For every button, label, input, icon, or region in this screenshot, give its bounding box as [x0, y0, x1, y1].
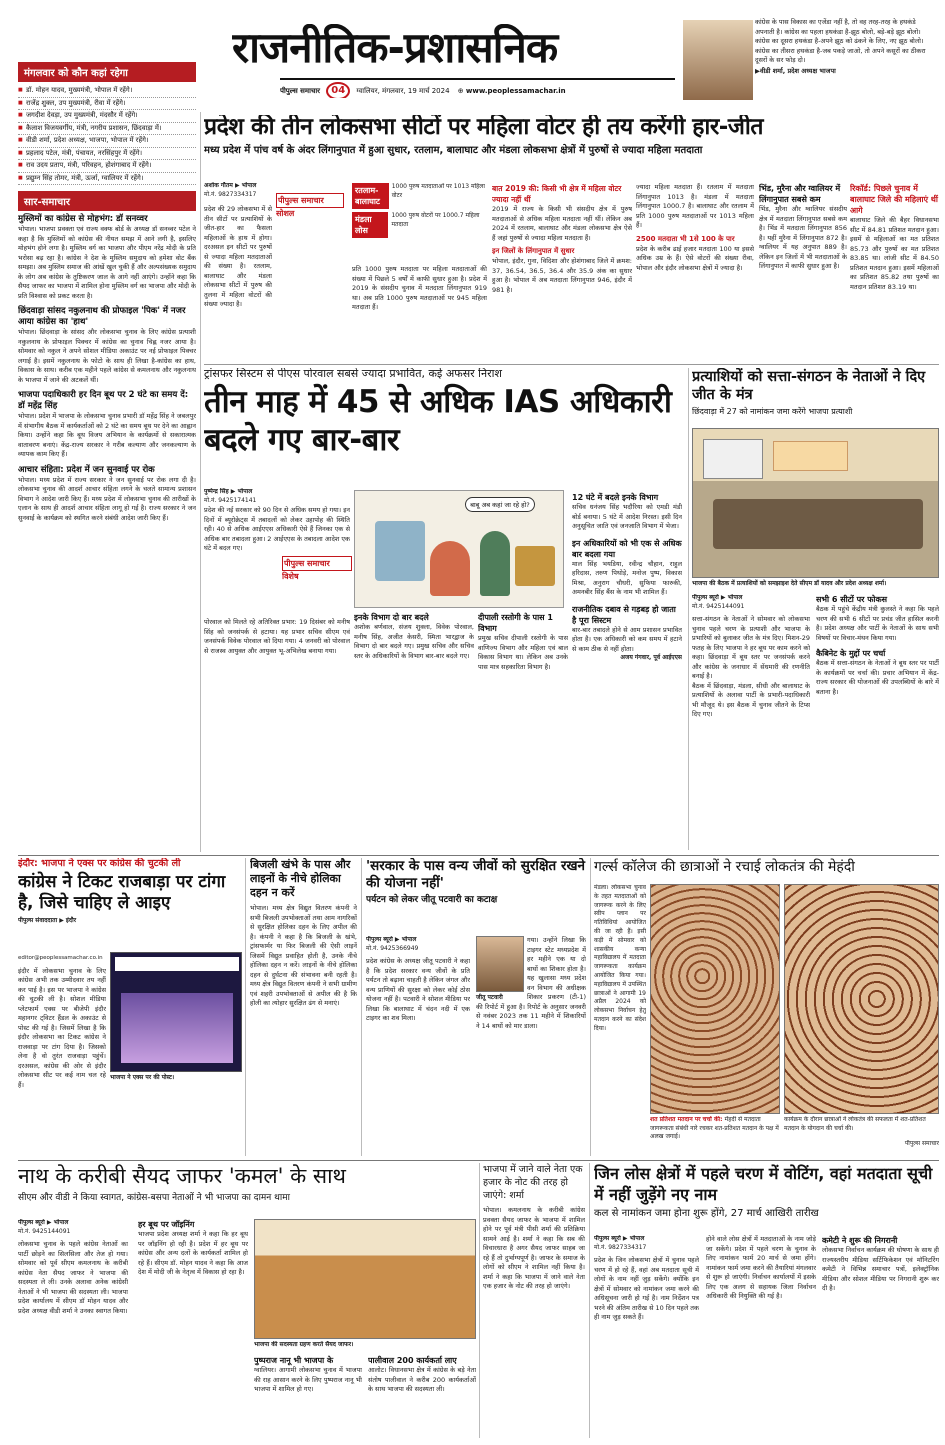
voting-sub1-text: लोकसभा निर्वाचन कार्यक्रम की घोषणा के साथ ही राज्यस्तरीय मीडिया सर्टिफिकेशन एवं मॉनिटरिंग कमेटी ने विभिन्न समाचार पत्रों, इलेक्ट्रॉनिक मीडिया और सोशल मीडिया पर निगरानी शुरू कर दी है।: [822, 1246, 939, 1292]
candidates-byline: पीपुल्स ब्यूरो ▶ भोपाल: [692, 594, 743, 601]
candidates-sub1: सभी 6 सीटों पर फोकस: [816, 595, 888, 604]
indore-paragraph: इंदौर में लोकसभा चुनाव के लिए कांग्रेस अभी तक उम्मीदवार तय नहीं कर पाई है। इस पर भाजपा ने कांग्रेस की चुटकी ली है। सोशल मीडिया प्लेटफार्म एक्स पर बीजेपी इंदौर महानगर ट्विटर हैंडल के अकाउंट से पोस्ट की गई है। जिसमें लिखा है कि इंदौर लोकसभा का टिकट कांग्रेस ने राजवाड़ा पर टांग दिया है। जिसको लेना है वो तुरंत राजवाड़ा पहुंचें। दरअसल, कांग्रेस की ओर से इंदौर लोकसभा सीट पर कई नाम चल रहे हैं।: [18, 966, 106, 1089]
ias-mobile: मो.नं. 9425174141: [204, 496, 257, 504]
short-news-heading-text: छिंदवाड़ा सांसद नकुलनाथ की प्रोफाइल 'पिक' में नजर आया कांग्रेस का 'हाथ': [18, 306, 186, 327]
sharma-story: [483, 1163, 585, 1438]
website-link[interactable]: www.peoplessamachar.in: [465, 87, 566, 95]
lead-col5-heading: भिंड, मुरैना और ग्वालियर में लिंगानुपात सबसे कम: [759, 184, 841, 204]
indore-headline: कांग्रेस ने टिकट राजबाड़ा पर टांगा है, जिसे चाहिए ले आइए: [18, 872, 226, 913]
who-where-item: ■ राजेंद्र शुक्ल, उप मुख्यमंत्री, रीवा में रहेंगे।: [18, 98, 196, 111]
section-label-2: सोशल: [276, 209, 295, 218]
vd-sharma-photo: [683, 20, 753, 100]
quote-attribution: वीडी शर्मा, प्रदेश अध्यक्ष भाजपा: [760, 66, 836, 75]
ias-quote-by: अजय गंगवार, पूर्व आईएएस: [620, 654, 682, 661]
lead-col3: 2019 में राज्य के किसी भी संसदीय क्षेत्र में पुरुष मतदाताओं से अधिक महिला मतदाता नहीं थीं। लेकिन अब 2024 में रतलाम, बालाघाट और मंडला लोकसभा क्षेत्र ऐसे हैं जहां पुरुषों से ज्यादा महिला मतदाता हैं।: [492, 205, 632, 242]
short-news-text: भोपाल। छिंदवाड़ा के सांसद और लोकसभा चुनाव के लिए कांग्रेस प्रत्याशी नकुलनाथ के प्रोफाइल पिक्चर में कांग्रेस का चुनाव चिह्न नजर आया है। सोमवार को नकुल ने अपने सोशल मीडिया अकाउंट पर नई प्रोफाइल पिक्चर लगाई है। इसमें नकुलनाथ के फोटो के साथ ही लिखा है-कांग्रेस का हाथ, विकास के साथ। करीब एक महीने पहले कांग्रेस से कमलनाथ और नकुलनाथ के भाजपा में जाने की अटकलें थीं।: [18, 328, 196, 384]
saiyad-sub2-text: ग्वालियर। आगामी लोकसभा चुनाव में भाजपा की राह आसान करने के लिए पुष्पराज नानू भी भाजपा में शामिल हो गए।: [254, 1366, 362, 1393]
lead-col5: भिंड, मुरैना और ग्वालियर संसदीय क्षेत्र में मतदाता लिंगानुपात सबसे कम है। भिंड में मतदाता लिंगानुपात 856 है। यहीं मुरैना में लिंगानुपात 872 है। ग्वालियर में यह अनुपात 889 है। लेकिन इन जिलों में भी मतदाताओं के लिंगानुपात में काफी सुधार हुआ है।: [759, 205, 847, 270]
mehndi-photo-2: [784, 884, 939, 1114]
quote-text: कांग्रेस के पास विकास का एजेंडा नहीं है, तो वह तरह-तरह के हथकंडे अपनाती है। कांग्रेस का पहला हथकंडा है-झूठ बोलो, बड़े-बड़े झूठ बोलो। कांग्रेस का दूसरा हथकंडा है-अपने झूठ को ढंकने के लिए, नए झूठ बोलो। कांग्रेस का तीसरा हथकंडा है-जब पकड़े जाओ, तो अपने कसूरों का ठीकरा दूसरों के सर फोड़ दो।: [755, 18, 926, 65]
cartoon-speech: बाबू अब कहां जा रहे हो?: [465, 497, 535, 512]
short-news-item: [18, 306, 196, 385]
page-title: राजनीतिक-प्रशासनिक: [232, 24, 558, 72]
candidates-deck: छिंदवाड़ा में 27 को नामांकन जमा करेंगे भाजपा प्रत्याशी: [692, 407, 853, 416]
lead-col6: बालाघाट जिले की बैहर विधानसभा सीट में 84.81 प्रतिशत मतदान हुआ। इसमें से महिलाओं का मत प्रतिशत 85.73 और पुरुषों का मत प्रतिशत 83.85 था। लांजी सीट में 84.50 प्रतिशत मतदान हुआ। इसमें महिलाओं का प्रतिशत 85.82 तथा पुरुषों का मतदान प्रतिशत 83.19 था।: [850, 216, 939, 291]
short-news-item: [18, 390, 196, 460]
candidates-story: [692, 368, 939, 850]
candidates-sub1-text: बैठक में पहुंचे केंद्रीय मंत्री कुलस्ते ने कहा कि पहले चरण की सभी 6 सीटों पर प्रचंड जीत हासिल करनी है। प्रदेश अध्यक्ष और पार्टी के नेताओं के साथ सभी विषयों पर विचार-मंथन किया गया।: [816, 605, 939, 642]
who-where-item: ■ जगदीश देवड़ा, उप मुख्यमंत्री, मंदसौर में रहेंगे।: [18, 110, 196, 123]
ias-sub5: राजनीतिक दबाव से गड़बड़ हो जाता है पूरा सिस्टम: [572, 604, 676, 625]
ias-p1: प्रदेश की नई सरकार को 90 दिन से अधिक समय हो गया। इन दिनों में ब्यूरोक्रेट्स में तबादलों को लेकर उहापोह की स्थिति रही। 40 से अधिक आईएएस अधिकारी ऐसे हैं जिनका एक से अधिक बार तबादला हुआ। 2 आईएएस के तबादला आदेश एक घंटे में बदल गए।: [204, 506, 350, 552]
ias-label: पीपुल्स समाचार: [282, 556, 352, 571]
voting-deck: कल से नामांकन जमा होना शुरू होंगे, 27 मार्च आखिरी तारीख: [594, 1208, 819, 1219]
indore-byline: पीपुल्स संवाददाता ▶ इंदौर: [18, 917, 77, 924]
lead-col2: प्रति 1000 पुरुष मतदाता पर महिला मतदाताओं की संख्या में पिछले 5 वर्षों में काफी सुधार हुआ है। प्रदेश में 2019 के संसदीय चुनाव में मतदाता लिंगानुपात 919 था। अब प्रति 1000 पुरुष मतदाताओं पर 945 महिला मतदाता हैं।: [352, 265, 487, 311]
ias-sub3: 12 घंटे में बदले इनके विभाग: [572, 493, 659, 502]
saiyad-sub3-text: आलोट। विधानसभा क्षेत्र में कांग्रेस के बड़े नेता संतोष पालीवाल ने करीब 200 कार्यकर्ताओं के साथ भाजपा की सदस्यता ली।: [368, 1366, 476, 1393]
holika-paragraph: भोपाल। मध्य क्षेत्र विद्युत वितरण कंपनी ने सभी बिजली उपभोक्ताओं तथा आम नागरिकों से सुरक्षित होलिका दहन के लिए अपील की है। कंपनी ने कहा है कि बिजली के खंभे, ट्रांसफार्मर या फिर बिजली की ऐसी लाइनें जिसमें विद्युत प्रवाहित होती है, उनके नीचे होलिका दहन न करें। लाइनों के नीचे होलिका दहन से दुर्घटना की संभावना बनी रहती है। मध्य क्षेत्र विद्युत वितरण कंपनी ने सभी ग्रामीण एवं शहरी उपभोक्ताओं से अपील की है कि होली का त्योहार सुरक्षित ढंग से मनाएं।: [250, 904, 357, 1007]
holika-story: [250, 858, 357, 1158]
meeting-photo: [692, 428, 939, 578]
who-where-item: ■ प्रद्युम्न सिंह तोमर, मंत्री, ऊर्जा, ग्वालियर में रहेंगे।: [18, 173, 196, 186]
mehndi-caption-2: कार्यक्रम के दौरान छात्राओं ने लोकतंत्र की सफलता में शत-प्रतिशत मतदान के योगदान की चर्चा की।: [784, 1116, 926, 1132]
info-text-2: 1000 पुरुष वोटरों पर 1000.7 महिला मतदाता: [391, 212, 480, 228]
ias-label-2: विशेष: [282, 572, 299, 581]
lead-col4b: प्रदेश के करीब ढाई हजार मतदाता 100 या इससे अधिक उम्र के हैं। ऐसे वोटरों की संख्या रीवा, भोपाल और इंदौर लोकसभा क्षेत्रों में ज्यादा है।: [636, 244, 754, 272]
lead-col3b-heading: इन जिलों के लिंगानुपात में सुधार: [492, 247, 575, 255]
info-text-1: 1000 पुरुष मतदाताओं पर 1013 महिला वोटर: [391, 183, 485, 199]
saiyad-mobile: मो.नं. 9425144091: [18, 1227, 71, 1235]
lead-col1: प्रदेश की 29 लोकसभा में से तीन सीटों पर प्रत्याशियों के जीत-हार का फैसला महिलाओं के हाथ में होगा। दरअसल इन सीटों पर पुरुषों से ज्यादा महिला मतदाताओं की संख्या है। रतलाम, बालाघाट और मंडला लोकसभा सीटों में पुरुष की तुलना में महिला वोटरों की संख्या ज्यादा है।: [204, 205, 272, 308]
lead-story: [204, 115, 939, 363]
voting-mobile: मो.नं. 9827334317: [594, 1243, 647, 1251]
indore-post-image: [110, 952, 242, 1072]
lead-mobile: मो.नं. 9827334317: [204, 190, 257, 198]
patwari-photo: [476, 936, 524, 992]
saiyad-deck: सीएम और वीडी ने किया स्वागत, कांग्रेस-बसपा नेताओं ने भी भाजपा का दामन थामा: [18, 1193, 290, 1203]
lead-byline: अशोक गौतम ▶ भोपाल: [204, 182, 257, 189]
short-news-heading-text: आचार संहिता: प्रदेश में जन सुनवाई पर रोक: [18, 464, 155, 475]
saiyad-photo-caption: भाजपा की सदस्यता ग्रहण करते सैयद जाफर।: [254, 1341, 354, 1348]
wildlife-p2: गया। उन्होंने लिखा कि टाइगर स्टेट मध्यप्रदेश में हर महीने एक या दो बाघों का शिकार होता है। यह खुलासा मध्य प्रदेश वन विभाग की अधीक्षक शिकार प्रकरण (टी-1) की रिपोर्ट में हुआ है। रिपोर्ट के अनुसार जनवरी से नवंबर 2023 तक 11 महीने में शिकारियों ने 14 बाघों को मार डाला।: [476, 936, 586, 1030]
ias-byline: पुष्पेन्द्र सिंह ▶ भोपाल: [204, 488, 253, 495]
voting-story: [594, 1163, 939, 1438]
info-place-2: मंडला लोस: [352, 212, 388, 238]
candidates-sub2: कैबिनेट के मुद्दों पर चर्चा: [816, 649, 886, 658]
lead-deck: मध्य प्रदेश में पांच वर्ष के अंदर लिंगानुपात में हुआ सुधार, रतलाम, बालाघाट और मंडला लोकसभा क्षेत्रों में पुरुषों से ज्यादा महिला मतदाता: [204, 144, 703, 156]
sharma-headline: भाजपा में जाने वाले नेता एक हजार के नोट की तरह हो जाएंगे: शर्मा: [483, 1164, 583, 1201]
voting-headline: जिन लोस क्षेत्रों में पहले चरण में वोटिंग, वहां मतदाता सूची में नहीं जुड़ेंगे नए नाम: [594, 1164, 933, 1204]
cartoon-illustration: [354, 490, 564, 608]
section-label: पीपुल्स समाचार: [276, 193, 344, 208]
who-where-item: ■ राव उदय प्रताप, मंत्री, परिवहन, होशंगाबाद में रहेंगे।: [18, 160, 196, 173]
lead-col4b-heading: 2500 मतदाता भी 1से 100 के पार: [636, 234, 735, 243]
voting-p2: होने वाले लोस क्षेत्रों में मतदाताओं के नाम जोड़े जा सकेंगे। प्रदेश में पहले चरण के चुनाव के लिए नामांकन फार्म 20 मार्च से जमा होंगे। नामांकन फार्म जमा करने की तैयारियां मंगलवार से शुरू हो जाएंगी। निर्वाचन कार्यालयों में इसके लिए एक अलग से सहायक जिला निर्वाचन अधिकारी की नियुक्ति की गई है।: [706, 1235, 816, 1300]
indore-kicker: इंदौर: भाजपा ने एक्स पर कांग्रेस की चुटकी ली: [18, 858, 181, 869]
short-news-text: भोपाल। प्रदेश में भाजपा के लोकसभा चुनाव प्रभारी डॉ महेंद्र सिंह ने जबलपुर में संभागीय बैठक में कार्यकर्ताओं को 2 घंटे का समय बूथ पर देने का आह्वान किया। उन्होंने कहा कि बूथ विजय अभियान के कार्यक्रमों से सकारात्मक वातावरण बनाएं। केंद्र-राज्य सरकार ने गरीब कल्याण और जनकल्याण के व्यापक काम किए हैं।: [18, 412, 196, 458]
patwari-caption: जीतू पटवारी: [476, 994, 503, 1001]
mehndi-caption-1: शत प्रतिशत मतदान पर चर्चा की: मेंहदी से मतदाता जागरूकता संबंधी नारे रचकर शत-प्रतिशत मतदान के पक्ष में अलख जगाई।: [650, 1116, 779, 1140]
candidates-sub2-text: बैठक में सत्ता-संगठन के नेताओं ने बूथ स्तर पर पार्टी के कार्यक्रमों पर चर्चा की। प्रचार अभियान में केंद्र-राज्य सरकार की योजनाओं की उपलब्धियों के बारे में बताना है।: [816, 659, 939, 696]
ias-kicker: ट्रांसफर सिस्टम से पीएस पोरवाल सबसे ज्यादा प्रभावित, कई अफसर निराश: [204, 368, 502, 380]
ias-headline: तीन माह में 45 से अधिक IAS अधिकारी बदले गए बार-बार: [204, 384, 672, 458]
who-where-heading: मंगलवार को कौन कहां रहेगा: [18, 62, 196, 82]
quote-box: [755, 18, 937, 104]
dateline: ग्वालियर, मंगलवार, 19 मार्च 2024: [356, 87, 450, 95]
info-place-1: रतलाम-बालाघाट: [352, 183, 389, 209]
who-where-item: ■ प्रहलाद पटेल, मंत्री, पंचायत, नरसिंहपुर में रहेंगे।: [18, 148, 196, 161]
saiyad-story: [18, 1163, 476, 1438]
ias-p2: पोरवाल को मिलते रहे अतिरिक्त प्रभार: 19 दिसंबर को मनीष सिंह को जनसंपर्क से हटाया। यह प्रभार सचिव सीएम एवं जनसंपर्क विवेक पोरवाल को दिया गया। 4 जनवरी को पोरवाल से राजस्व आयुक्त और आयुक्त भू-अभिलेख बनाया गया।: [204, 618, 350, 655]
info-box: [352, 183, 487, 238]
globe-icon: ⊕: [457, 87, 464, 95]
mehndi-paragraph: मंडला। लोकसभा चुनाव के तहत मतदाताओं को जागरूक करने के लिए स्वीप प्लान पर गतिविधियां आयोजित की जा रही हैं। इसी कड़ी में सोमवार को शासकीय कन्या महाविद्यालय में मतदाता जागरूकता कार्यक्रम आयोजित किया गया। महाविद्यालय में उपस्थित छात्राओं ने आगामी 19 अप्रैल 2024 को लोकसभा निर्वाचन हेतु मतदान करने का संदेश दिया।: [594, 884, 646, 1032]
candidates-mobile: मो.नं. 9425144091: [692, 602, 745, 610]
mehndi-story: [594, 858, 939, 1158]
ias-sub1: इनके विभाग दो बार बदले: [354, 613, 429, 622]
arrow-icon: ▶: [755, 66, 760, 75]
indore-email[interactable]: editor@peoplessamachar.co.in: [18, 955, 103, 961]
ias-story: [204, 368, 684, 850]
saiyad-sub1: हर बूथ पर जॉइनिंग: [138, 1220, 195, 1229]
ias-sub4-text: माल सिंह भयडिया, रवीन्द्र चौहान, राहुल हरिदास, तरुण पिथोड़े, मनोज पुष्प, विकास मिश्रा, अनुराग चौधरी, सुफिया फारुकी, अमनबीर सिंह बैंस के नाम भी शामिल हैं।: [572, 559, 682, 596]
short-news-text: भोपाल। भाजपा प्रवक्ता एवं राज्य वक्फ बोर्ड के अध्यक्ष डॉ सनव्वर पटेल ने कहा है कि मुस्लिमों को कांग्रेस की नीयत समझ में आने लगी है, इसलिए मोहभंग होने लगा है। मुस्लिम वर्ग का भाजपा और पीएम नरेंद्र मोदी के प्रति भरोसा बढ़ रहा है। कांग्रेस ने देश के मुस्लिम समुदाय को हमेशा वोट बैंक समझा। अब मुस्लिम समाज की आंखें खुल चुकी हैं और अल्पसंख्यक समुदाय के लोग अब कांग्रेस के तुष्टिकरण जाल के आगे नहीं आएंगे। उन्होंने कहा कि सैयद जाफर का भाजपा में शामिल होना मुस्लिम वर्ग का भाजपा और मोदी के प्रति विश्वास को प्रकट करता है।: [18, 225, 196, 300]
paper-name: पीपुल्स समाचार: [280, 87, 321, 95]
voting-byline: पीपुल्स ब्यूरो ▶ भोपाल: [594, 1235, 645, 1242]
saiyad-sub2: पुष्पराज नानू भी भाजपा के: [254, 1356, 334, 1365]
candidates-photo-caption: भाजपा की बैठक में प्रत्याशियों को समझाइश देते सीएम डॉ यादव और प्रदेश अध्यक्ष शर्मा।: [692, 580, 887, 587]
left-rail: [18, 62, 196, 852]
saiyad-sub3: पालीवाल 200 कार्यकर्ता लाए: [368, 1356, 457, 1365]
short-news-text: भोपाल। मध्य प्रदेश में राज्य सरकार ने जन सुनवाई पर रोक लगा दी है। लोकसभा चुनाव की आदर्श आचार संहिता लगने के चलते सामान्य प्रशासन विभाग ने आदेश जारी किए हैं। मध्य प्रदेश में लोकसभा चुनाव की तारीखों के एलान के साथ ही आदर्श आचार संहिता लागू हो गई है। राज्य सरकार ने जन सुनवाई के कार्यक्रम को स्थगित करने संबंधी आदेश जारी किए हैं।: [18, 475, 196, 522]
wildlife-story: [366, 858, 586, 1158]
lead-col3-heading: बात 2019 की: किसी भी क्षेत्र में महिला वोटर ज्यादा नहीं थीं: [492, 184, 622, 204]
saiyad-headline: नाथ के करीबी सैयद जाफर 'कमल' के साथ: [18, 1164, 346, 1188]
candidates-p1: सत्ता-संगठन के नेताओं ने सोमवार को लोकसभा चुनाव पहले चरण के प्रत्याशी और भाजपा के प्रभारियों को बुलाकर जीत के मंत्र दिए। मिशन-29 फतह के लिए भाजपा ने हर बूथ पर काम करने को कहा। छिंदवाड़ा में बूथ स्तर पर जनसंपर्क करने और कांग्रेस के जनाधार में सेंधमारी की रणनीति बनाई है।: [692, 615, 810, 680]
ias-sub2: दीपाली रस्तोगी के पास 1 विभाग: [478, 613, 553, 633]
who-where-item: ■ वीडी शर्मा, प्रदेश अध्यक्ष, भाजपा, भोपाल में रहेंगे।: [18, 135, 196, 148]
saiyad-sub1-text: भाजपा प्रदेश अध्यक्ष शर्मा ने कहा कि हर बूथ पर जॉइनिंग हो रही है। प्रदेश में हर बूथ पर कांग्रेस और अन्य दलों के कार्यकर्ता शामिल हो रहे हैं। सीएम डॉ. मोहन यादव ने कहा कि आज देश में मोदी जी के नेतृत्व में विकास हो रहा है।: [138, 1230, 248, 1276]
holika-headline: बिजली खंभे के पास और लाइनों के नीचे होलिका दहन न करें: [250, 858, 351, 899]
lead-headline: प्रदेश की तीन लोकसभा सीटों पर महिला वोटर ही तय करेंगी हार-जीत: [204, 115, 763, 140]
wildlife-headline: 'सरकार के पास वन्य जीवों को सुरक्षित रखने की योजना नहीं': [366, 858, 585, 891]
sharma-paragraph: भोपाल। कमलनाथ के करीबी कांग्रेस प्रवक्ता सैयद जाफर के भाजपा में शामिल होने पर पूर्व मंत्री पीसी शर्मा की प्रतिक्रिया सामने आई है। शर्मा ने कहा कि सब की विचारधारा है अगर सैयद जाफर साहब जा रहे हैं तो दुर्भाग्यपूर्ण है। जाफर के समाज के लोगों को सीएम ने शामिल नहीं किया है। शर्मा ने कहा कि भाजपा में जाने वाले नेता एक हजार के नोट की तरह हो जाएंगे।: [483, 1206, 585, 1290]
ias-sub5-text: बार-बार तबादले होने से आम प्रशासन प्रभावित होता है। एक अधिकारी को कम समय में हटाने से काम ठीक से नहीं होता।: [572, 625, 682, 653]
candidates-headline: प्रत्याशियों को सत्ता-संगठन के नेताओं ने दिए जीत के मंत्र: [692, 369, 926, 403]
who-where-list: [18, 85, 196, 185]
lead-col6-heading: रिकॉर्ड: पिछले चुनाव में बालाघाट जिले की महिलाएं थीं आगे: [850, 184, 938, 215]
short-news-heading: सार-समाचार: [18, 191, 196, 211]
wildlife-p1: प्रदेश कांग्रेस के अध्यक्ष जीतू पटवारी ने कहा है कि प्रदेश सरकार वन्य जीवों के प्रति पर्यटन तो बढ़ाना चाहती है लेकिन जंगल और वन्य प्राणियों की सुरक्षा को लेकर कोई ठोस योजना नहीं है। पटवारी ने सोशल मीडिया पर लिखा कि बालाघाट में चंदन नदी में एक टाइगर का शव मिला।: [366, 957, 470, 1022]
ias-sub1-text: अशोक बर्णवाल, संजय शुक्ला, विवेक पोरवाल, मनीष सिंह, अजीत केसरी, स्मिता भारद्वाज के विभाग दो बार बदले गए। प्रमुख सचिव और सचिव स्तर के अधिकारियों के विभाग बार-बार बदले गए।: [354, 623, 474, 660]
candidates-p2: बैठक में छिंदवाड़ा, मंडला, सीधी और बालाघाट के प्रत्याशियों के अलावा पार्टी के प्रभारी-पदाधिकारी भी मौजूद थे। इस बैठक में चुनाव जीतने के टिप्स दिए गए।: [692, 681, 810, 718]
indore-story: [18, 858, 242, 1158]
who-where-item: ■ डॉ. मोहन यादव, मुख्यमंत्री, भोपाल में रहेंगे।: [18, 85, 196, 98]
wildlife-mobile: मो.नं. 9425366949: [366, 944, 419, 952]
wildlife-byline: पीपुल्स ब्यूरो ▶ भोपाल: [366, 936, 417, 943]
mehndi-label: पीपुल्स समाचार: [904, 1140, 939, 1147]
lead-col3b: भोपाल, इंदौर, गुना, विदिशा और होशंगाबाद जिले में क्रमश: 37, 36.54, 36.5, 36.4 और 35.9 अंक का सुधार हुआ है। भोपाल में अब मतदाता लिंगानुपात 946, इंदौर में 981 है।: [492, 257, 632, 294]
voting-sub1: कमेटी ने शुरू की निगरानी: [822, 1236, 898, 1245]
short-news-list: [18, 214, 196, 523]
lead-col4: ज्यादा महिला मतदाता हैं। रतलाम में मतदाता लिंगानुपात 1013 है। मंडला में मतदाता लिंगानुपात 1000.7 है। बालाघाट और रतलाम में प्रति 1000 पुरुष मतदाताओं पर 1013 महिला हैं।: [636, 183, 754, 229]
mehndi-photo-1: [650, 884, 780, 1114]
short-news-heading-text: भाजपा पदाधिकारी हर दिन बूथ पर 2 घंटे का समय दें: डॉ महेंद्र सिंह: [18, 390, 189, 411]
saiyad-p1: लोकसभा चुनाव के पहले कांग्रेस नेताओं का पार्टी छोड़ने का सिलसिला और तेज हो गया। सोमवार को पूर्व सीएम कमलनाथ के करीबी कांग्रेस नेता सैयद जाफर ने भाजपा की सदस्यता ले ली। उनके अलावा अनेक कांग्रेसी नेताओं ने भी भाजपा की सदस्यता ली। भाजपा प्रदेश कार्यालय में सीएम डॉ मोहन यादव और प्रदेश अध्यक्ष वीडी शर्मा ने उनका स्वागत किया।: [18, 1240, 128, 1315]
short-news-heading-text: मुस्लिमों का कांग्रेस से मोहभंग: डॉ सनव्वर: [18, 214, 148, 224]
mehndi-headline: गर्ल्स कॉलेज की छात्राओं ने रचाई लोकतंत्र की मेहंदी: [594, 859, 855, 875]
short-news-item: [18, 465, 196, 524]
voting-p1: प्रदेश के जिन लोकसभा क्षेत्रों में चुनाव पहले चरण में हो रहे हैं, वहां अब मतदाता सूची में लोगों के नाम नहीं जुड़ सकेंगे। क्योंकि इन क्षेत्रों में सोमवार को नामांकन जमा करने की अधिसूचना जारी हो गई है। नाम निर्देशन पत्र भरने की अंतिम तारीख से 10 दिन पहले तक ही नाम जुड़ सकते हैं।: [594, 1256, 699, 1321]
saiyad-photo: [254, 1219, 476, 1339]
saiyad-byline: पीपुल्स ब्यूरो ▶ भोपाल: [18, 1219, 69, 1226]
ias-sub2-text: प्रमुख सचिव दीपाली रस्तोगी के पास वाणिज्य विभाग और महिला एवं बाल विकास विभाग था। लेकिन अब उनके पास मात्र सहकारिता विभाग है।: [478, 634, 568, 671]
ias-sub4: इन अधिकारियों को भी एक से अधिक बार बदला गया: [572, 538, 682, 559]
indore-image-caption: भाजपा ने एक्स पर की पोस्ट।: [110, 1074, 175, 1081]
page-number: 04: [326, 82, 350, 98]
wildlife-deck: पर्यटन को लेकर जीतू पटवारी का कटाक्ष: [366, 895, 498, 905]
ias-sub3-text: सचिव धनंजय सिंह भदौरिया को एमडी मंडी बोर्ड बनाया। 5 घंटे में आदेश निरस्त। इसी दिन अनुसूचित जाति एवं जनजाति विभाग में भेजा।: [572, 503, 682, 530]
who-where-item: ■ कैलाश विजयवर्गीय, मंत्री, नगरीय प्रशासन, छिंदवाड़ा में।: [18, 123, 196, 136]
short-news-item: [18, 214, 196, 301]
